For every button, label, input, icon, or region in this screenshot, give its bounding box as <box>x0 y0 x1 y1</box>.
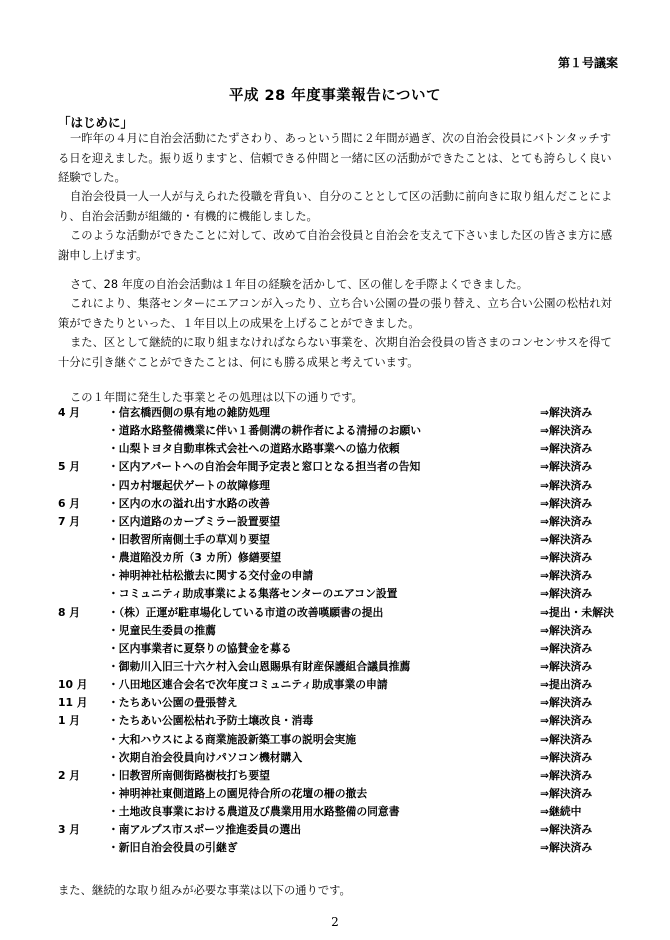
event-status: ⇒解決済み <box>540 659 593 673</box>
event-status: ⇒継続中 <box>540 805 582 819</box>
event-item: ・神明神社東側道路上の園児待合所の花壇の柵の撤去 <box>108 786 368 800</box>
event-item: ・区内事業者に夏祭りの協賛金を募る <box>108 641 292 655</box>
event-status: ⇒解決済み <box>540 532 593 546</box>
event-status: ⇒解決済み <box>540 551 593 565</box>
event-item: ・新旧自治会役員の引継ぎ <box>108 841 238 855</box>
event-item: ・次期自治会役員向けパソコン機材購入 <box>108 750 303 764</box>
event-month: 11 月 <box>58 696 88 710</box>
intro-paragraph: このような活動ができたことに対して、改めて自治会役員と自治会を支えて下さいました区の皆さま方に感謝申し上げます。 <box>58 229 613 262</box>
event-status: ⇒解決済み <box>540 768 593 782</box>
event-month: 3 月 <box>58 823 81 837</box>
event-status: ⇒解決済み <box>540 750 593 764</box>
event-status: ⇒解決済み <box>540 442 593 456</box>
section-heading: 「はじめに」 <box>58 115 134 130</box>
event-item: ・御勅川入旧三十六ケ村入会山恩賜県有財産保護組合議員推薦 <box>108 659 411 673</box>
event-item: ・区内の水の溢れ出す水路の改善 <box>108 496 270 510</box>
event-row <box>58 767 628 785</box>
event-item: ・神明神社枯松撤去に関する交付金の申請 <box>108 569 314 583</box>
event-month: 4 月 <box>58 406 81 419</box>
event-row <box>58 749 628 767</box>
event-row <box>58 513 628 531</box>
event-status: ⇒解決済み <box>540 587 593 601</box>
event-row <box>58 658 628 676</box>
event-status: ⇒解決済み <box>540 786 593 800</box>
event-row <box>58 477 628 495</box>
event-item: ・道路水路整備機業に伴い１番側溝の耕作者による清掃のお願い <box>108 424 422 438</box>
event-item: ・大和ハウスによる商業施設新築工事の説明会実施 <box>108 732 357 746</box>
event-status: ⇒解決済み <box>540 714 593 728</box>
event-month: 2 月 <box>58 768 81 782</box>
event-status: ⇒解決済み <box>540 823 593 837</box>
event-status: ⇒解決済み <box>540 623 593 637</box>
intro-paragraph: さて、28 年度の自治会活動は１年目の経験を活かして、区の催しを手際よくできました。 <box>70 278 529 291</box>
event-row <box>58 694 628 712</box>
event-status: ⇒解決済み <box>540 460 593 474</box>
event-item: ・たちあい公園松枯れ予防土壌改良・消毒 <box>108 714 314 728</box>
event-item: ・旧教習所南側街路樹枝打ち要望 <box>108 768 270 782</box>
event-month: 5 月 <box>58 460 81 474</box>
event-status: ⇒解決済み <box>540 514 593 528</box>
event-status: ⇒解決済み <box>540 696 593 710</box>
event-item: ・山梨トヨタ自動車株式会社への道路水路事業への協力依頼 <box>108 442 400 456</box>
event-item: ・八田地区連合会名で次年度コミュニティ助成事業の申請 <box>108 678 388 692</box>
event-row <box>58 785 628 803</box>
motion-number: 第１号議案 <box>557 56 618 70</box>
event-row <box>58 404 628 422</box>
event-row <box>58 440 628 458</box>
event-row <box>58 531 628 549</box>
event-item: ・南アルプス市スポーツ推進委員の選出 <box>108 823 302 837</box>
event-item: ・コミュニティ助成事業による集落センターのエアコン設置 <box>108 587 398 601</box>
event-item: ・たちあい公園の畳張替え <box>108 696 238 710</box>
event-item: ・土地改良事業における農道及び農業用用水路整備の同意書 <box>108 805 400 819</box>
event-row <box>58 567 628 585</box>
event-item: ・四カ村堰起伏ゲートの故障修理 <box>108 478 270 492</box>
event-item: ・信玄橋西側の県有地の雑防処理 <box>108 406 270 419</box>
event-row <box>58 458 628 476</box>
event-row <box>58 821 628 839</box>
event-row <box>58 585 628 603</box>
event-row <box>58 622 628 640</box>
event-row <box>58 803 628 821</box>
event-month: 6 月 <box>58 496 81 510</box>
event-row <box>58 495 628 513</box>
event-status: ⇒解決済み <box>540 732 593 746</box>
events-intro: この１年間に発生した事業とその処理は以下の通りです。 <box>70 391 363 404</box>
event-item: ・区内道路のカーブミラー設置要望 <box>108 514 281 528</box>
event-status: ⇒提出済み <box>540 678 593 692</box>
events-list <box>58 404 628 858</box>
event-item: ・農道陥没カ所（3 カ所）修繕要望 <box>108 551 282 565</box>
event-row <box>58 549 628 567</box>
intro-paragraph: 自治会役員一人一人が与えられた役職を背負い、自分のこととして区の活動に前向きに取り組んだことにより、自治会活動が組織的・有機的に機能しました。 <box>58 190 613 223</box>
event-status: ⇒解決済み <box>540 569 593 583</box>
event-item: ・区内アパートへの自治会年間予定表と窓口となる担当者の告知 <box>108 460 421 474</box>
event-month: 8 月 <box>58 605 81 619</box>
event-row <box>58 839 628 857</box>
event-item: ・（株）正運が駐車場化している市道の改善嘆願書の提出 <box>108 605 384 619</box>
intro-paragraph: これにより、集落センターにエアコンが入ったり、立ち合い公園の畳の張り替え、立ち合い公園の松枯れ対策ができたりといった、１年目以上の成果を上げることができました。 <box>58 297 612 330</box>
document-title: 平成 28 年度事業報告について <box>229 88 441 104</box>
event-status: ⇒提出・未解決 <box>540 605 614 619</box>
event-row <box>58 731 628 749</box>
event-status: ⇒解決済み <box>540 406 593 419</box>
event-item: ・児童民生委員の推薦 <box>108 623 216 637</box>
event-month: 1 月 <box>58 714 81 728</box>
event-month: 10 月 <box>58 678 88 692</box>
event-row <box>58 640 628 658</box>
intro-paragraph: また、区として継続的に取り組まなければならない事業を、次期自治会役員の皆さまのコンセンサスを得て十分に引き継ぐことができたことは、何にも勝る成果と考えています。 <box>58 336 612 369</box>
closing-text: また、継続的な取り組みが必要な事業は以下の通りです。 <box>58 884 351 897</box>
event-status: ⇒解決済み <box>540 841 593 855</box>
event-row <box>58 604 628 622</box>
intro-paragraph: 一昨年の４月に自治会活動にたずさわり、あっという間に２年間が過ぎ、次の自治会役員にバトンタッチする日を迎えました。振り返りますと、信頼できる仲間と一緒に区の活動ができたことは、とても誇らしく良い経験でした。 <box>58 132 612 184</box>
event-status: ⇒解決済み <box>540 641 593 655</box>
event-month: 7 月 <box>58 514 81 528</box>
page-number: 2 <box>331 915 339 929</box>
event-status: ⇒解決済み <box>540 478 593 492</box>
event-status: ⇒解決済み <box>540 496 593 510</box>
event-status: ⇒解決済み <box>540 424 593 438</box>
event-row <box>58 712 628 730</box>
event-row <box>58 676 628 694</box>
event-row <box>58 422 628 440</box>
event-item: ・旧教習所南側土手の草刈り要望 <box>108 532 270 546</box>
